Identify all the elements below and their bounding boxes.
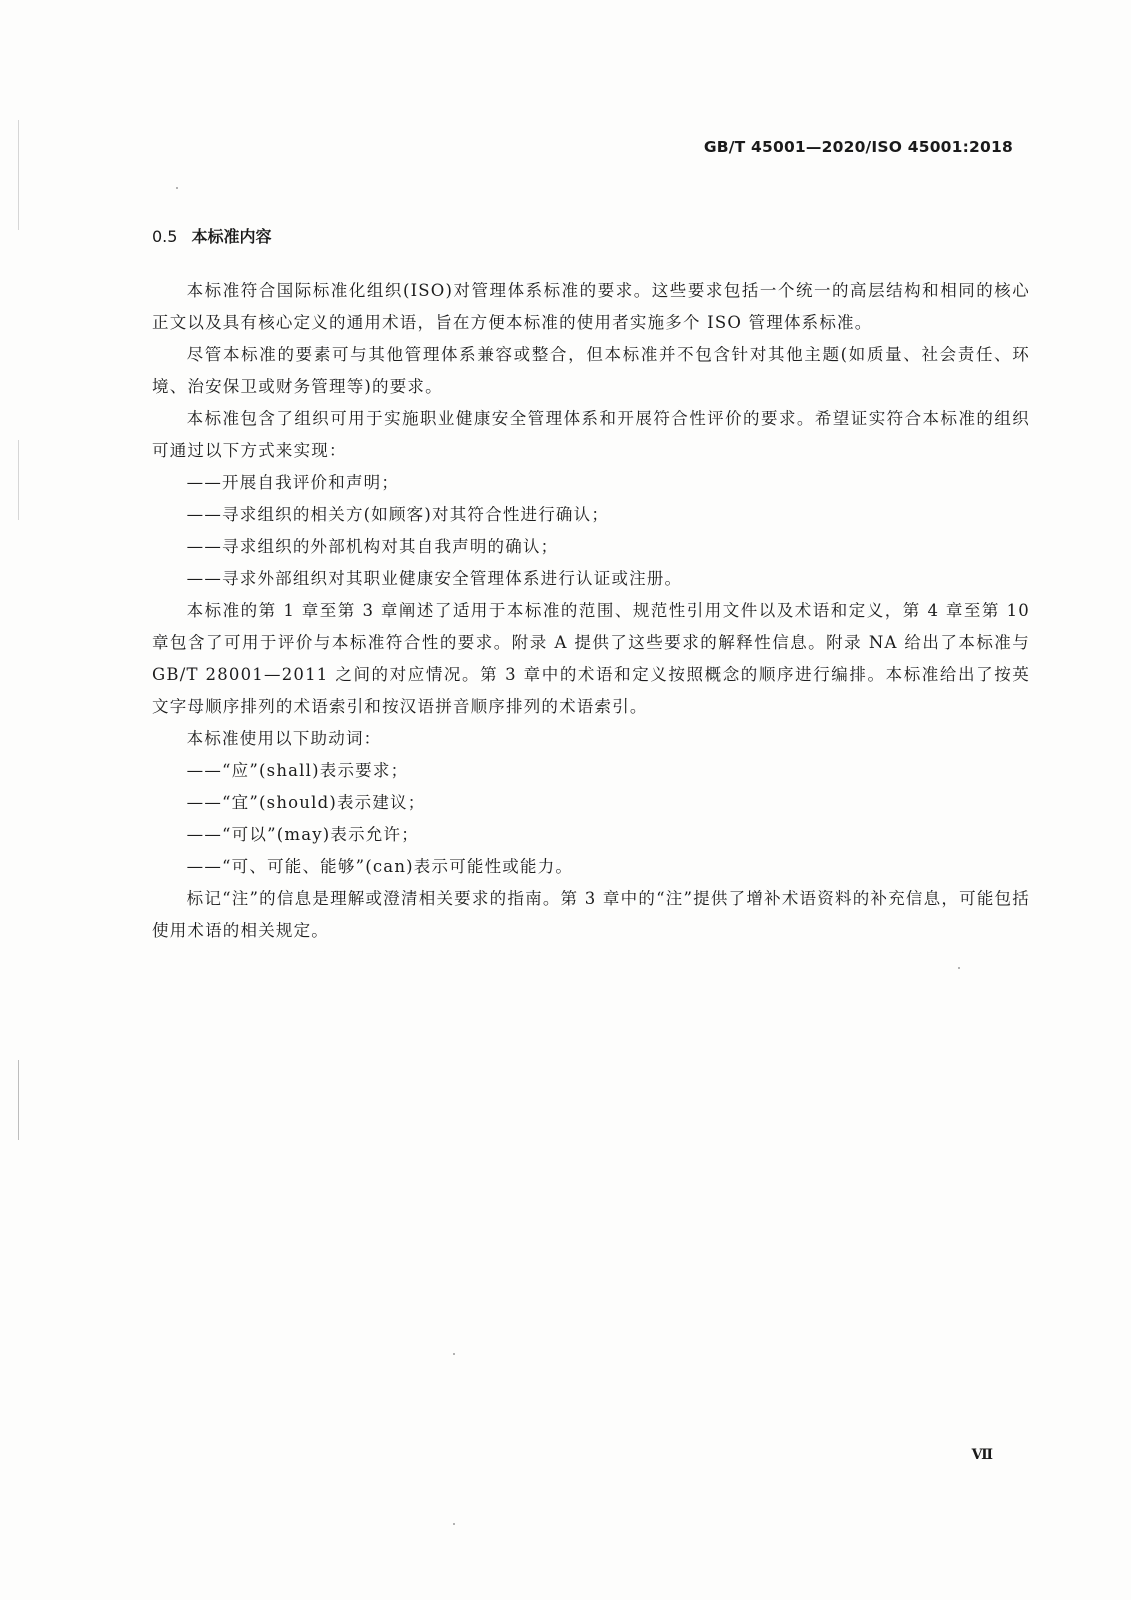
body-paragraph: 本标准包含了组织可用于实施职业健康安全管理体系和开展符合性评价的要求。希望证实符合本标准的组织可通过以下方式来实现： xyxy=(152,409,1030,460)
list-item: ——开展自我评价和声明； xyxy=(186,473,400,492)
list-item: ——寻求组织的外部机构对其自我声明的确认； xyxy=(186,537,559,556)
list-item: ——寻求组织的相关方(如顾客)对其符合性进行确认； xyxy=(186,505,610,524)
scan-artifact-dot xyxy=(453,1353,455,1355)
body-paragraph: 本标准符合国际标准化组织(ISO)对管理体系标准的要求。这些要求包括一个统一的高层结构和相同的核心正文以及具有核心定义的通用术语，旨在方便本标准的使用者实施多个 ISO 管理体系标准。 xyxy=(152,281,1030,332)
section-body xyxy=(152,275,1030,947)
body-paragraph: 标记“注”的信息是理解或澄清相关要求的指南。第 3 章中的“注”提供了增补术语资料的补充信息，可能包括使用术语的相关规定。 xyxy=(152,889,1030,940)
scan-artifact-dot xyxy=(958,967,960,969)
body-paragraph: 尽管本标准的要素可与其他管理体系兼容或整合，但本标准并不包含针对其他主题(如质量、社会责任、环境、治安保卫或财务管理等)的要求。 xyxy=(152,345,1030,396)
page-number: Ⅶ xyxy=(971,1447,993,1463)
list-item: ——“宜”(should)表示建议； xyxy=(186,793,426,812)
scan-artifact-dot xyxy=(453,1523,455,1525)
list-item: ——“可、可能、能够”(can)表示可能性或能力。 xyxy=(186,857,574,876)
body-paragraph: 本标准使用以下助动词： xyxy=(186,729,382,748)
body-paragraph: 本标准的第 1 章至第 3 章阐述了适用于本标准的范围、规范性引用文件以及术语和定义，第 4 章至第 10 章包含了可用于评价与本标准符合性的要求。附录 A 提供了这些要求的解释性信息。附录 NA 给出了本标准与 GB/T 28001—2011 之间的对应情况。第 3 章中的术语和定义按照概念的顺序进行编排。本标准给出了按英文字母顺序排列的术语索引和按汉语拼音顺序排列的术语索引。 xyxy=(152,601,1030,716)
scan-artifact-line xyxy=(18,440,19,520)
scan-artifact-line xyxy=(18,120,19,230)
scan-artifact-line xyxy=(18,1060,19,1140)
scan-artifact-dot xyxy=(176,187,178,189)
document-header-standard-id: GB/T 45001—2020/ISO 45001:2018 xyxy=(703,138,1013,156)
list-item: ——“应”(shall)表示要求； xyxy=(186,761,409,780)
list-item: ——“可以”(may)表示允许； xyxy=(186,825,419,844)
section-heading xyxy=(152,224,271,247)
section-title: 本标准内容 xyxy=(191,227,272,246)
section-number: 0.5 xyxy=(152,227,178,246)
list-item: ——寻求外部组织对其职业健康安全管理体系进行认证或注册。 xyxy=(186,569,683,588)
